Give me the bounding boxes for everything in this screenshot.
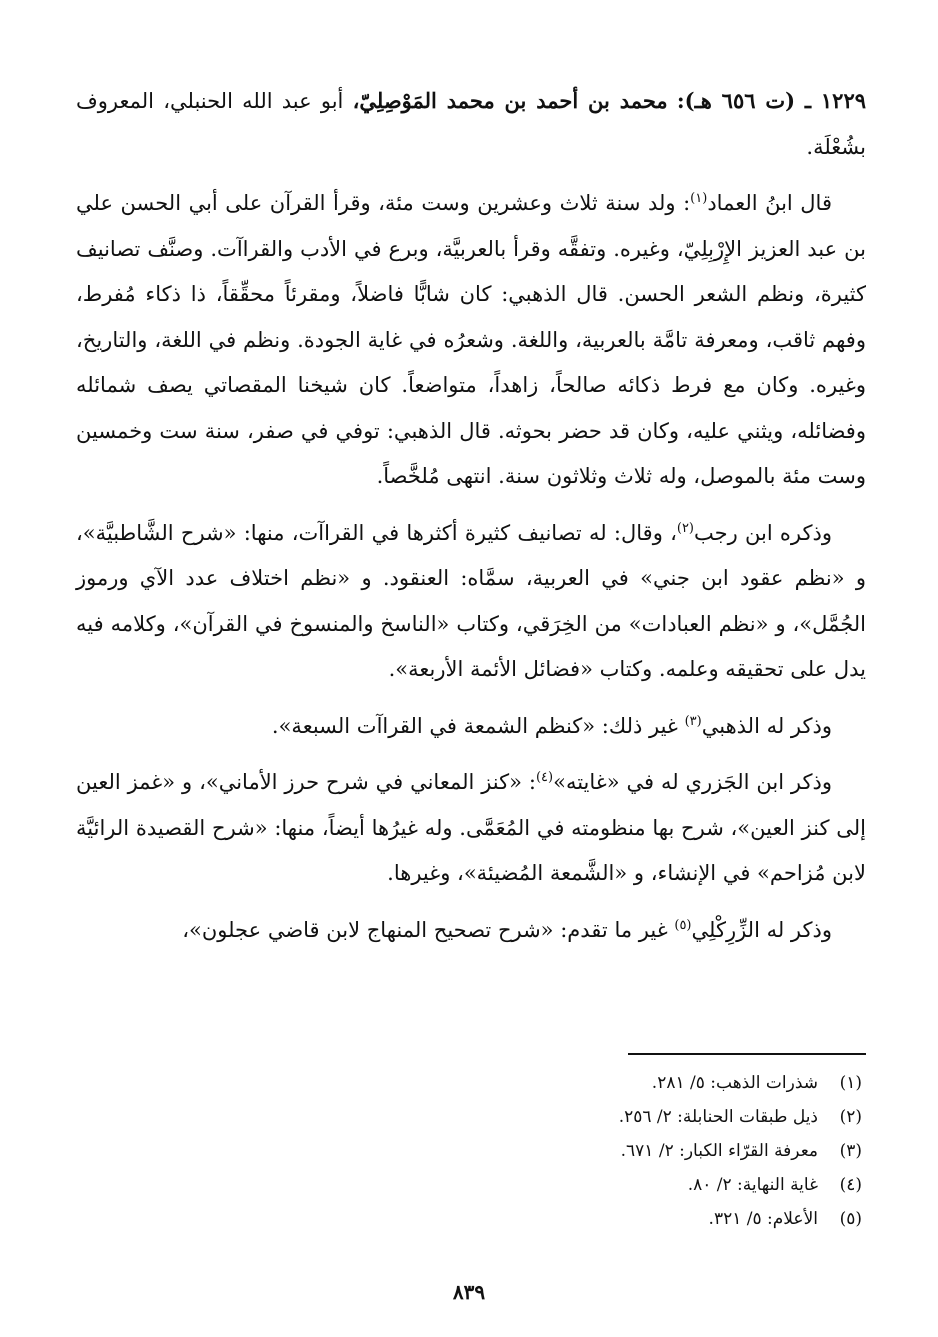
- footnote-ref-1[interactable]: (١): [690, 191, 708, 206]
- footnote-ref-3[interactable]: (٣): [684, 713, 702, 729]
- footnote-number: (٣): [839, 1141, 862, 1161]
- paragraph-text: وذكره ابن رجب: [694, 520, 832, 545]
- footnote-text: معرفة القرّاء الكبار: ٢/ ٦٧١.: [620, 1141, 818, 1161]
- footnote-number: (٥): [839, 1209, 862, 1229]
- paragraph-zirikli: [76, 908, 866, 954]
- footnote-ref-2[interactable]: (٢): [676, 520, 694, 536]
- footnote-item: [342, 1168, 862, 1202]
- paragraph-text: وذكر ابن الجَزري له في «غايته»: [553, 770, 832, 794]
- footnote-text: غاية النهاية: ٢/ ٨٠.: [687, 1175, 818, 1195]
- footnote-item: [342, 1066, 862, 1100]
- footnote-number: (٢): [839, 1107, 862, 1127]
- footnote-item: [342, 1134, 862, 1168]
- main-text: [76, 78, 866, 964]
- footnote-text: شذرات الذهب: ٥/ ٢٨١.: [651, 1073, 818, 1093]
- paragraph-text: غير ذلك: «كنظم الشمعة في القراآت السبعة».: [271, 713, 685, 738]
- footnotes: [342, 1066, 862, 1236]
- entry-heading: [76, 78, 866, 170]
- paragraph-text: قال ابنُ العماد: [707, 191, 832, 215]
- footnote-item: [342, 1100, 862, 1134]
- footnote-ref-4[interactable]: (٤): [535, 770, 554, 785]
- footnote-ref-5[interactable]: (٥): [674, 917, 692, 933]
- entry-number: ١٢٢٩ ـ (ت ٦٥٦ هـ):: [676, 88, 867, 113]
- page-number: ٨٣٩: [452, 1280, 486, 1304]
- footnote-separator: [628, 1053, 866, 1055]
- paragraph-text: : «كنز المعاني في شرح حرز الأماني»، و «غمز العين إلى كنز العين»، شرح بها منظومته في المُعَمَّى. وله غيرُها أيضاً، منها: «شرح القصيدة الرائيَّة لابن مُزاحم» في الإنشاء، و «الشَّمعة المُضيئة»، وغيرها.: [76, 770, 866, 885]
- paragraph-ibn-al-imad: [76, 181, 866, 500]
- footnote-text: الأعلام: ٥/ ٣٢١.: [708, 1209, 818, 1229]
- footnote-number: (٤): [839, 1175, 862, 1195]
- footnote-number: (١): [839, 1073, 862, 1093]
- paragraph-text: ، وقال: له تصانيف كثيرة أكثرها في القراآت، منها: «شرح الشَّاطبيَّة»، و «نظم عقود ابن جني» في العربية، سمَّاه: العنقود. و «نظم اختلاف عدد الآي ورموز الجُمَّل»، و «نظم العبادات» من الخِرَقي، وكتاب «الناسخ والمنسوخ في القرآن»، وكلامه فيه يدل على تحقيقه وعلمه. وكتاب «فضائل الأئمة الأربعة».: [76, 520, 866, 681]
- footnote-item: [342, 1202, 862, 1236]
- entry-kunya: أبو عبد الله الحنبلي، المعروف بشُعْلَة.: [76, 89, 866, 159]
- entry-name: محمد بن أحمد بن محمد المَوْصِلِيّ،: [352, 88, 668, 113]
- paragraph-text: : ولد سنة ثلاث وعشرين وست مئة، وقرأ القرآن على أبي الحسن علي بن عبد العزيز الإِرْبِلِيّ، وغيره. وتفقَّه وقرأ بالعربيَّة، وبرع في الأدب والقراآت. وصنَّف تصانيف كثيرة، ونظم الشعر الحسن. قال الذهبي: كان شابًّا فاضلاً، ومقرئاً محقِّقاً، ذا ذكاء مُفرط، وفهم ثاقب، ومعرفة تامَّة بالعربية، واللغة. وشعرُه في غاية الجودة. ونظم في اللغة، والتاريخ، وغيره. وكان مع فرط ذكائه صالحاً، زاهداً، متواضعاً. كان شيخنا المقصاتي يصف شمائله وفضائله، ويثني عليه، وكان قد حضر بحوثه. قال الذهبي: توفي في صفر، سنة ست وخمسين وست مئة بالموصل، وله ثلاث وثلاثون سنة. انتهى مُلخَّصاً.: [76, 191, 866, 488]
- paragraph-ibn-rajab: [76, 511, 866, 693]
- footnote-text: ذيل طبقات الحنابلة: ٢/ ٢٥٦.: [618, 1107, 818, 1127]
- paragraph-dhahabi: [76, 704, 866, 750]
- paragraph-text: وذكر له الزِّرِكْلِي: [691, 917, 832, 942]
- paragraph-ibn-al-jazari: [76, 760, 866, 897]
- paragraph-text: غير ما تقدم: «شرح تصحيح المنهاج لابن قاضي عجلون»،: [182, 917, 675, 942]
- paragraph-text: وذكر له الذهبي: [701, 713, 832, 738]
